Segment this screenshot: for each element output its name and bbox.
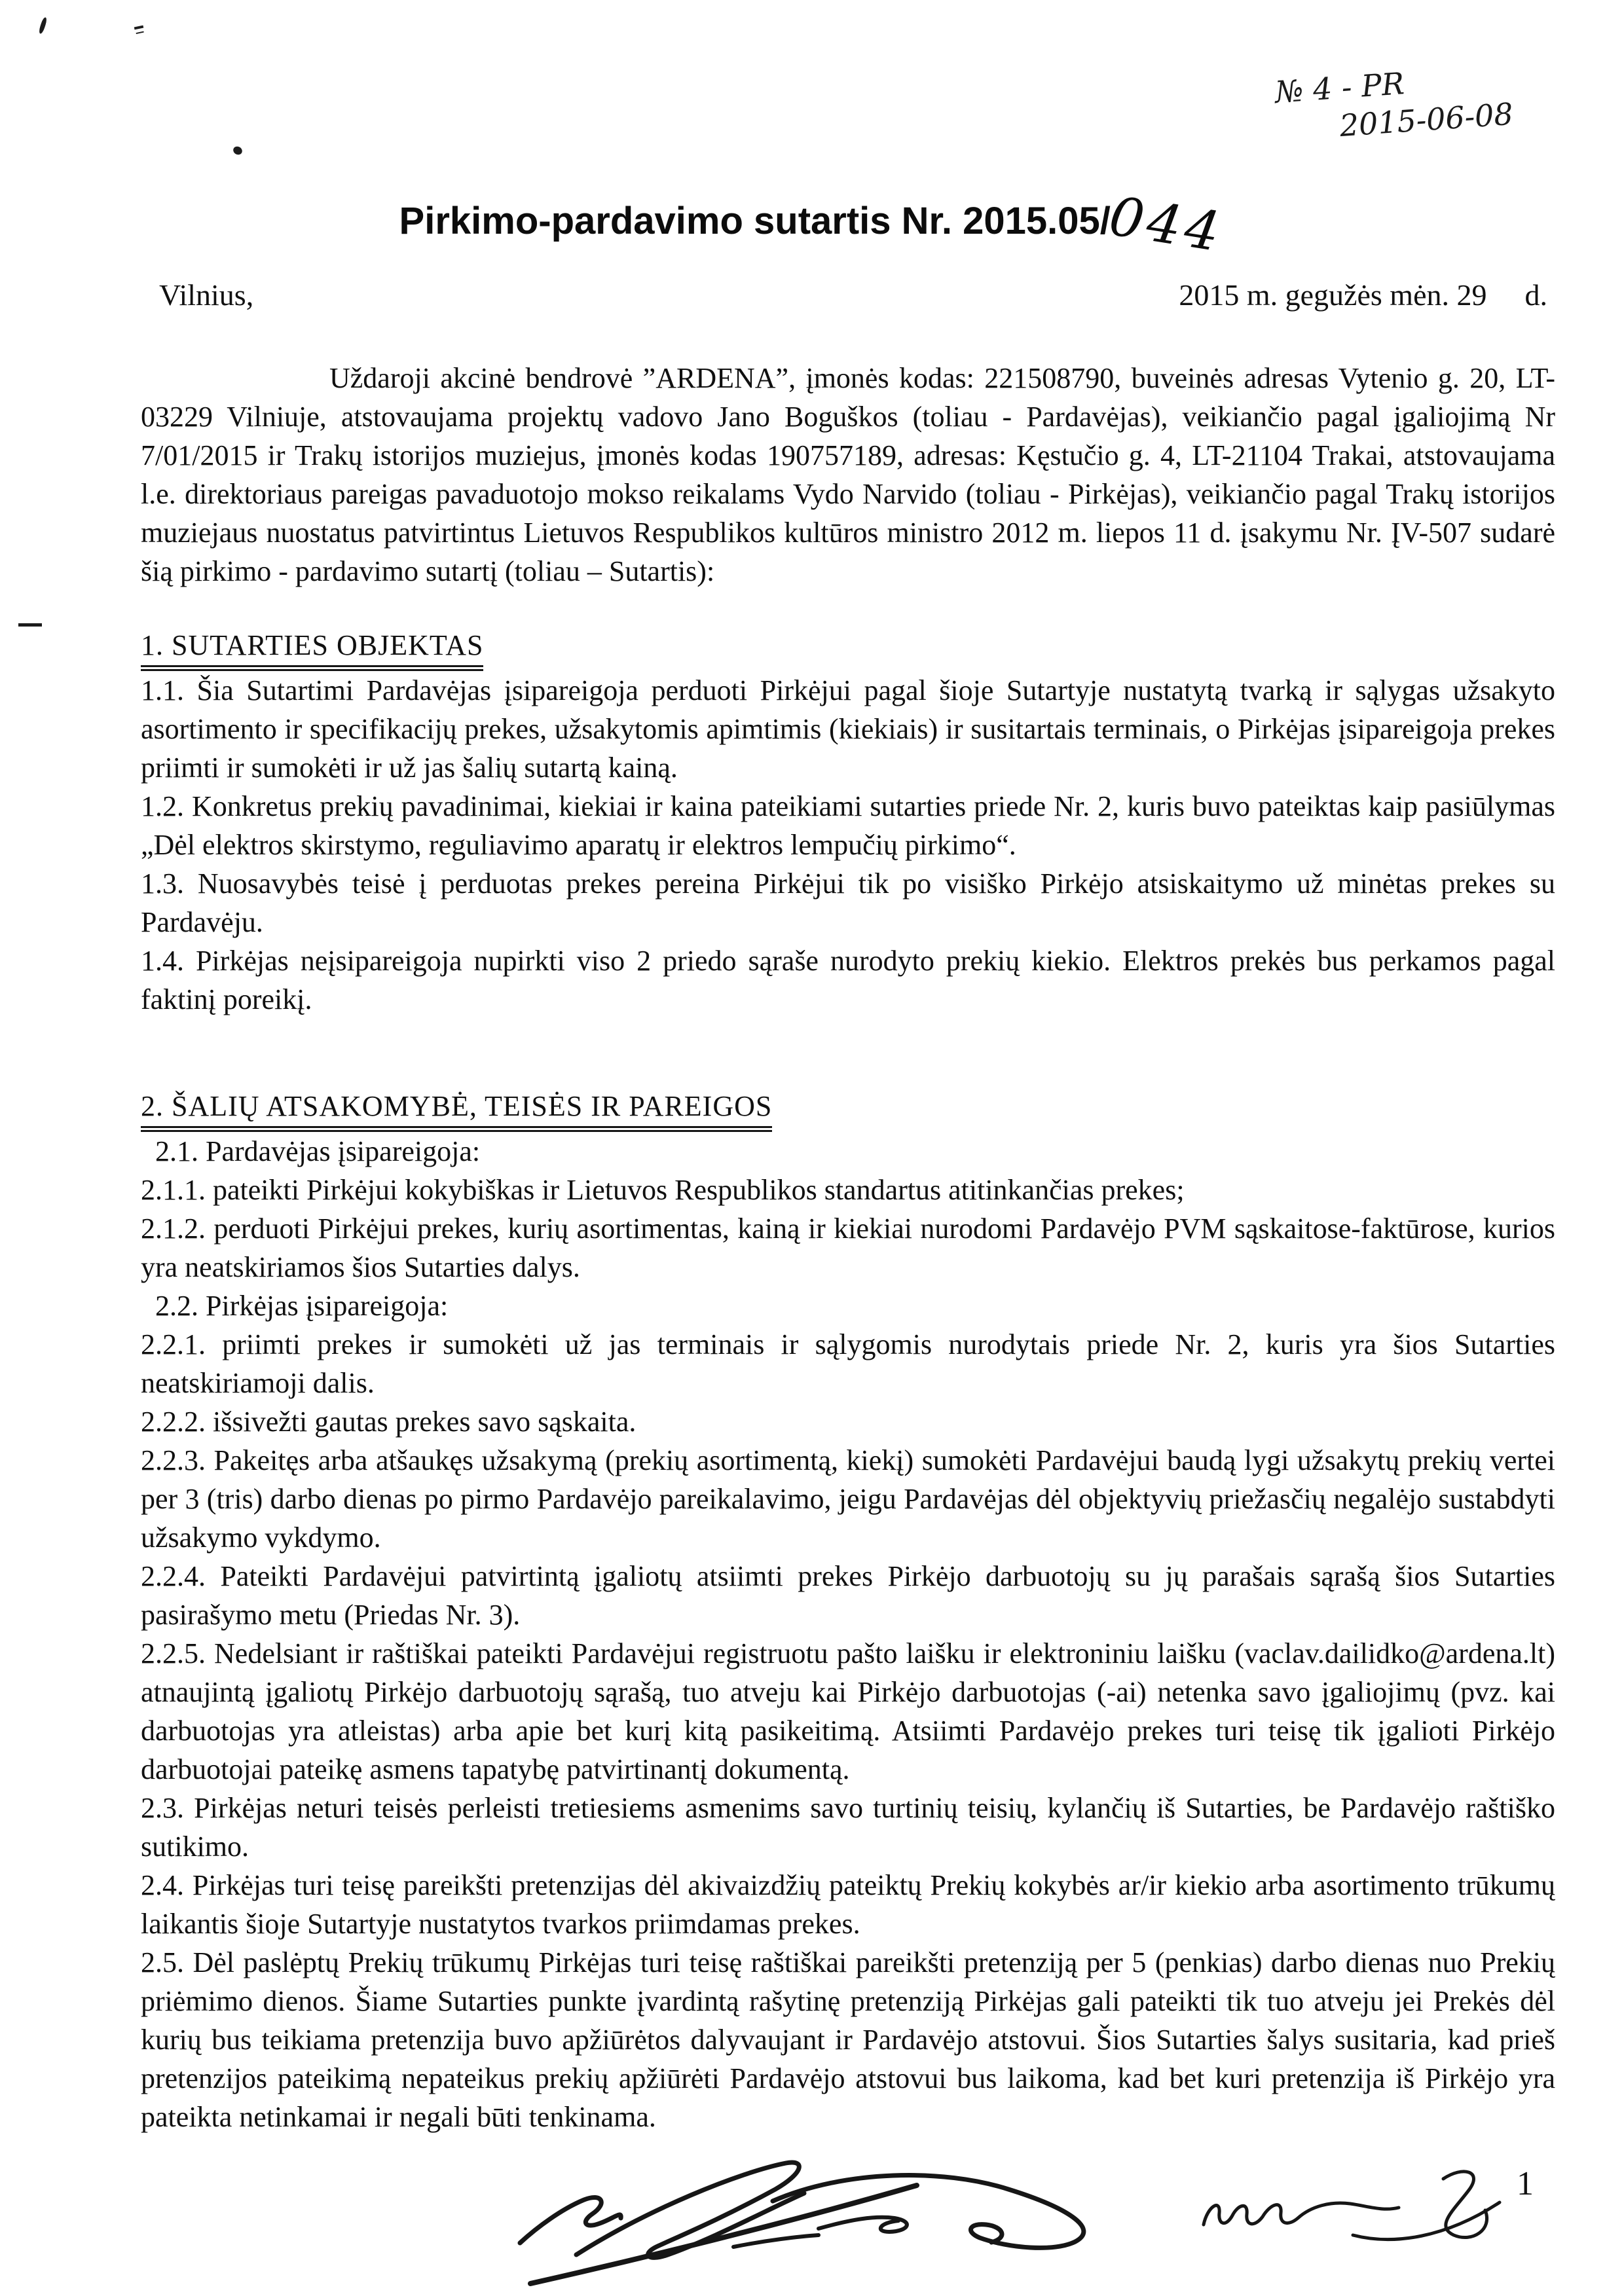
page-number: 1 xyxy=(1517,2165,1534,2202)
contract-body xyxy=(141,359,1555,2136)
handwritten-contract-number: 044 xyxy=(1105,185,1228,264)
clause-2-2-4: 2.2.4. Pateikti Pardavėjui patvirtintą įgaliotų atsiimti prekes Pirkėjo darbuotojų su jų parašais sąrašą šios Sutarties pasirašymo metu (Priedas Nr. 3). xyxy=(141,1560,1555,1631)
section-2-heading: 2. ŠALIŲ ATSAKOMYBĖ, TEISĖS IR PAREIGOS xyxy=(141,1087,1555,1132)
date-text: 2015 m. gegužės mėn. 29 xyxy=(1179,278,1487,312)
clause-1-3: 1.3. Nuosavybės teisė į perduotas prekes pereina Pirkėjui tik po visiško Pirkėjo atsiskaitymo už minėtas prekes su Pardavėju. xyxy=(141,867,1555,938)
document-title xyxy=(0,185,1624,264)
title-printed-text: Pirkimo-pardavimo sutartis Nr. 2015.05/ xyxy=(399,200,1111,242)
clause-1-4: 1.4. Pirkėjas neįsipareigoja nupirkti viso 2 priedo sąraše nurodyto prekių kiekio. Elektros prekės bus perkamos pagal faktinį poreikį. xyxy=(141,945,1555,1015)
clause-2-1-1: 2.1.1. pateikti Pirkėjui kokybiškas ir Lietuvos Respublikos standartus atitinkančias prekes; xyxy=(141,1174,1185,1206)
clause-2-2-2: 2.2.2. išsivežti gautas prekes savo sąskaita. xyxy=(141,1406,637,1438)
dateline xyxy=(141,278,1547,312)
buyer-signature xyxy=(1197,2164,1511,2259)
clause-1-1: 1.1. Šia Sutartimi Pardavėjas įsipareigoja perduoti Pirkėjui pagal šioje Sutartyje nustatytą tvarką ir sąlygas užsakyto asortimento ir specifikacijų prekes, užsakytomis apimtimis (kiekiais) ir susitartais terminais, o Pirkėjas įsipareigoja prekes priimti ir sumokėti ir už jas šalių sutartą kainą. xyxy=(141,674,1555,784)
margin-dash-artifact xyxy=(18,623,42,627)
preamble-paragraph: Uždaroji akcinė bendrovė ”ARDENA”, įmonės kodas: 221508790, buveinės adresas Vytenio g. 20, LT-03229 Vilniuje, atstovaujama projektų vadovo Jano Boguškos (toliau - Pardavėjas), veikiančio pagal įgaliojimą Nr 7/01/2015 ir Trakų istorijos muziejus, įmonės kodas 190757189, adresas: Kęstučio g. 4, LT-21104 Trakai, atstovaujama l.e. direktoriaus pareigas pavaduotojo mokso reikalams Vydo Narvido (toliau - Pirkėjas), veikiančio pagal Trakų istorijos muziejaus nuostatus patvirtintus Lietuvos Respublikos kultūros ministro 2012 m. liepos 11 d. įsakymu Nr. ĮV-507 sudarė šią pirkimo - pardavimo sutartį (toliau – Sutartis): xyxy=(141,362,1555,587)
annotation-number: № 4 - PR xyxy=(1274,65,1406,110)
scan-artifact xyxy=(38,17,48,35)
clause-2-5: 2.5. Dėl paslėptų Prekių trūkumų Pirkėjas turi teisę raštiškai pareikšti pretenziją per 5 (penkias) darbo dienas nuo Prekių priėmimo dienos. Šiame Sutarties punkte įvardintą rašytinę pretenziją Pirkėjas gali pateikti tik tuo atveju jei Prekės dėl kurių bus teikiama pretenzija buvo apžiūrėtos dalyvaujant ir Pardavėjo atstovui. Šios Sutarties šalys susitaria, kad prieš pretenzijos pateikimą nepateikus prekių apžiūrėti Pardavėjo atstovui bus laikoma, kad bet kuri pretenzija iš Pirkėjo yra pateikta netinkamai ir negali būti tenkinama. xyxy=(141,1946,1555,2133)
scan-artifact xyxy=(134,26,144,30)
clause-2-1: 2.1. Pardavėjas įsipareigoja: xyxy=(155,1135,481,1167)
annotation-date: 2015-06-08 xyxy=(1338,96,1515,144)
date-suffix: d. xyxy=(1524,278,1547,312)
clause-2-4: 2.4. Pirkėjas turi teisę pareikšti pretenzijas dėl akivaizdžių pateiktų Prekių kokybės ar/ir kiekio arba asortimento trūkumų laikantis šioje Sutartyje nustatytos tvarkos priimdamas prekes. xyxy=(141,1869,1555,1940)
handwritten-annotation xyxy=(1274,57,1514,149)
city-label: Vilnius, xyxy=(159,278,254,312)
clause-2-1-2: 2.1.2. perduoti Pirkėjui prekes, kurių asortimentas, kainą ir kiekiai nurodomi Pardavėjo PVM sąskaitose-faktūrose, kurios yra neatskiriamos šios Sutarties dalys. xyxy=(141,1212,1555,1283)
clause-2-3: 2.3. Pirkėjas neturi teisės perleisti tretiesiems asmenims savo turtinių teisių, kylančių iš Sutarties, be Pardavėjo raštiško sutikimo. xyxy=(141,1792,1555,1863)
clause-2-2-3: 2.2.3. Pakeitęs arba atšaukęs užsakymą (prekių asortimentą, kiekį) sumokėti Pardavėjui baudą lygi užsakytų prekių vertei per 3 (tris) darbo dienas po pirmo Pardavėjo pareikalavimo, jeigu Pardavėjas dėl objektyvių priežasčių negalėjo sustabdyti užsakymo vykdymo. xyxy=(141,1444,1555,1554)
clause-2-2-5: 2.2.5. Nedelsiant ir raštiškai pateikti Pardavėjui registruotu pašto laišku ir elektroniniu laišku (vaclav.dailidko@ardena.lt) atnaujintą įgaliotų Pirkėjo darbuotojų sąrašą, tuo atveju kai Pirkėjo darbuotojas (-ai) netenka savo įgaliojimų (pvz. kai darbuotojas yra atleistas) arba apie bet kurį kitą pasikeitimą. Atsiimti Pardavėjo prekes turi teisę tik įgalioti Pirkėjo darbuotojai pateikę asmens tapatybę patvirtinantį dokumentą. xyxy=(141,1637,1555,1785)
clause-2-2: 2.2. Pirkėjas įsipareigoja: xyxy=(155,1290,449,1322)
clause-2-2-1: 2.2.1. priimti prekes ir sumokėti už jas terminais ir sąlygomis nurodytais priede Nr. 2, kuris yra šios Sutarties neatskiriamoji dalis. xyxy=(141,1328,1555,1399)
scan-artifact xyxy=(232,145,244,156)
seller-signature xyxy=(511,2155,1172,2289)
clause-1-2: 1.2. Konkretus prekių pavadinimai, kiekiai ir kaina pateikiami sutarties priede Nr. 2, kuris buvo pateiktas kaip pasiūlymas „Dėl elektros skirstymo, reguliavimo aparatų ir elektros lempučių pirkimo“. xyxy=(141,790,1555,861)
section-1-heading: 1. SUTARTIES OBJEKTAS xyxy=(141,626,1555,671)
